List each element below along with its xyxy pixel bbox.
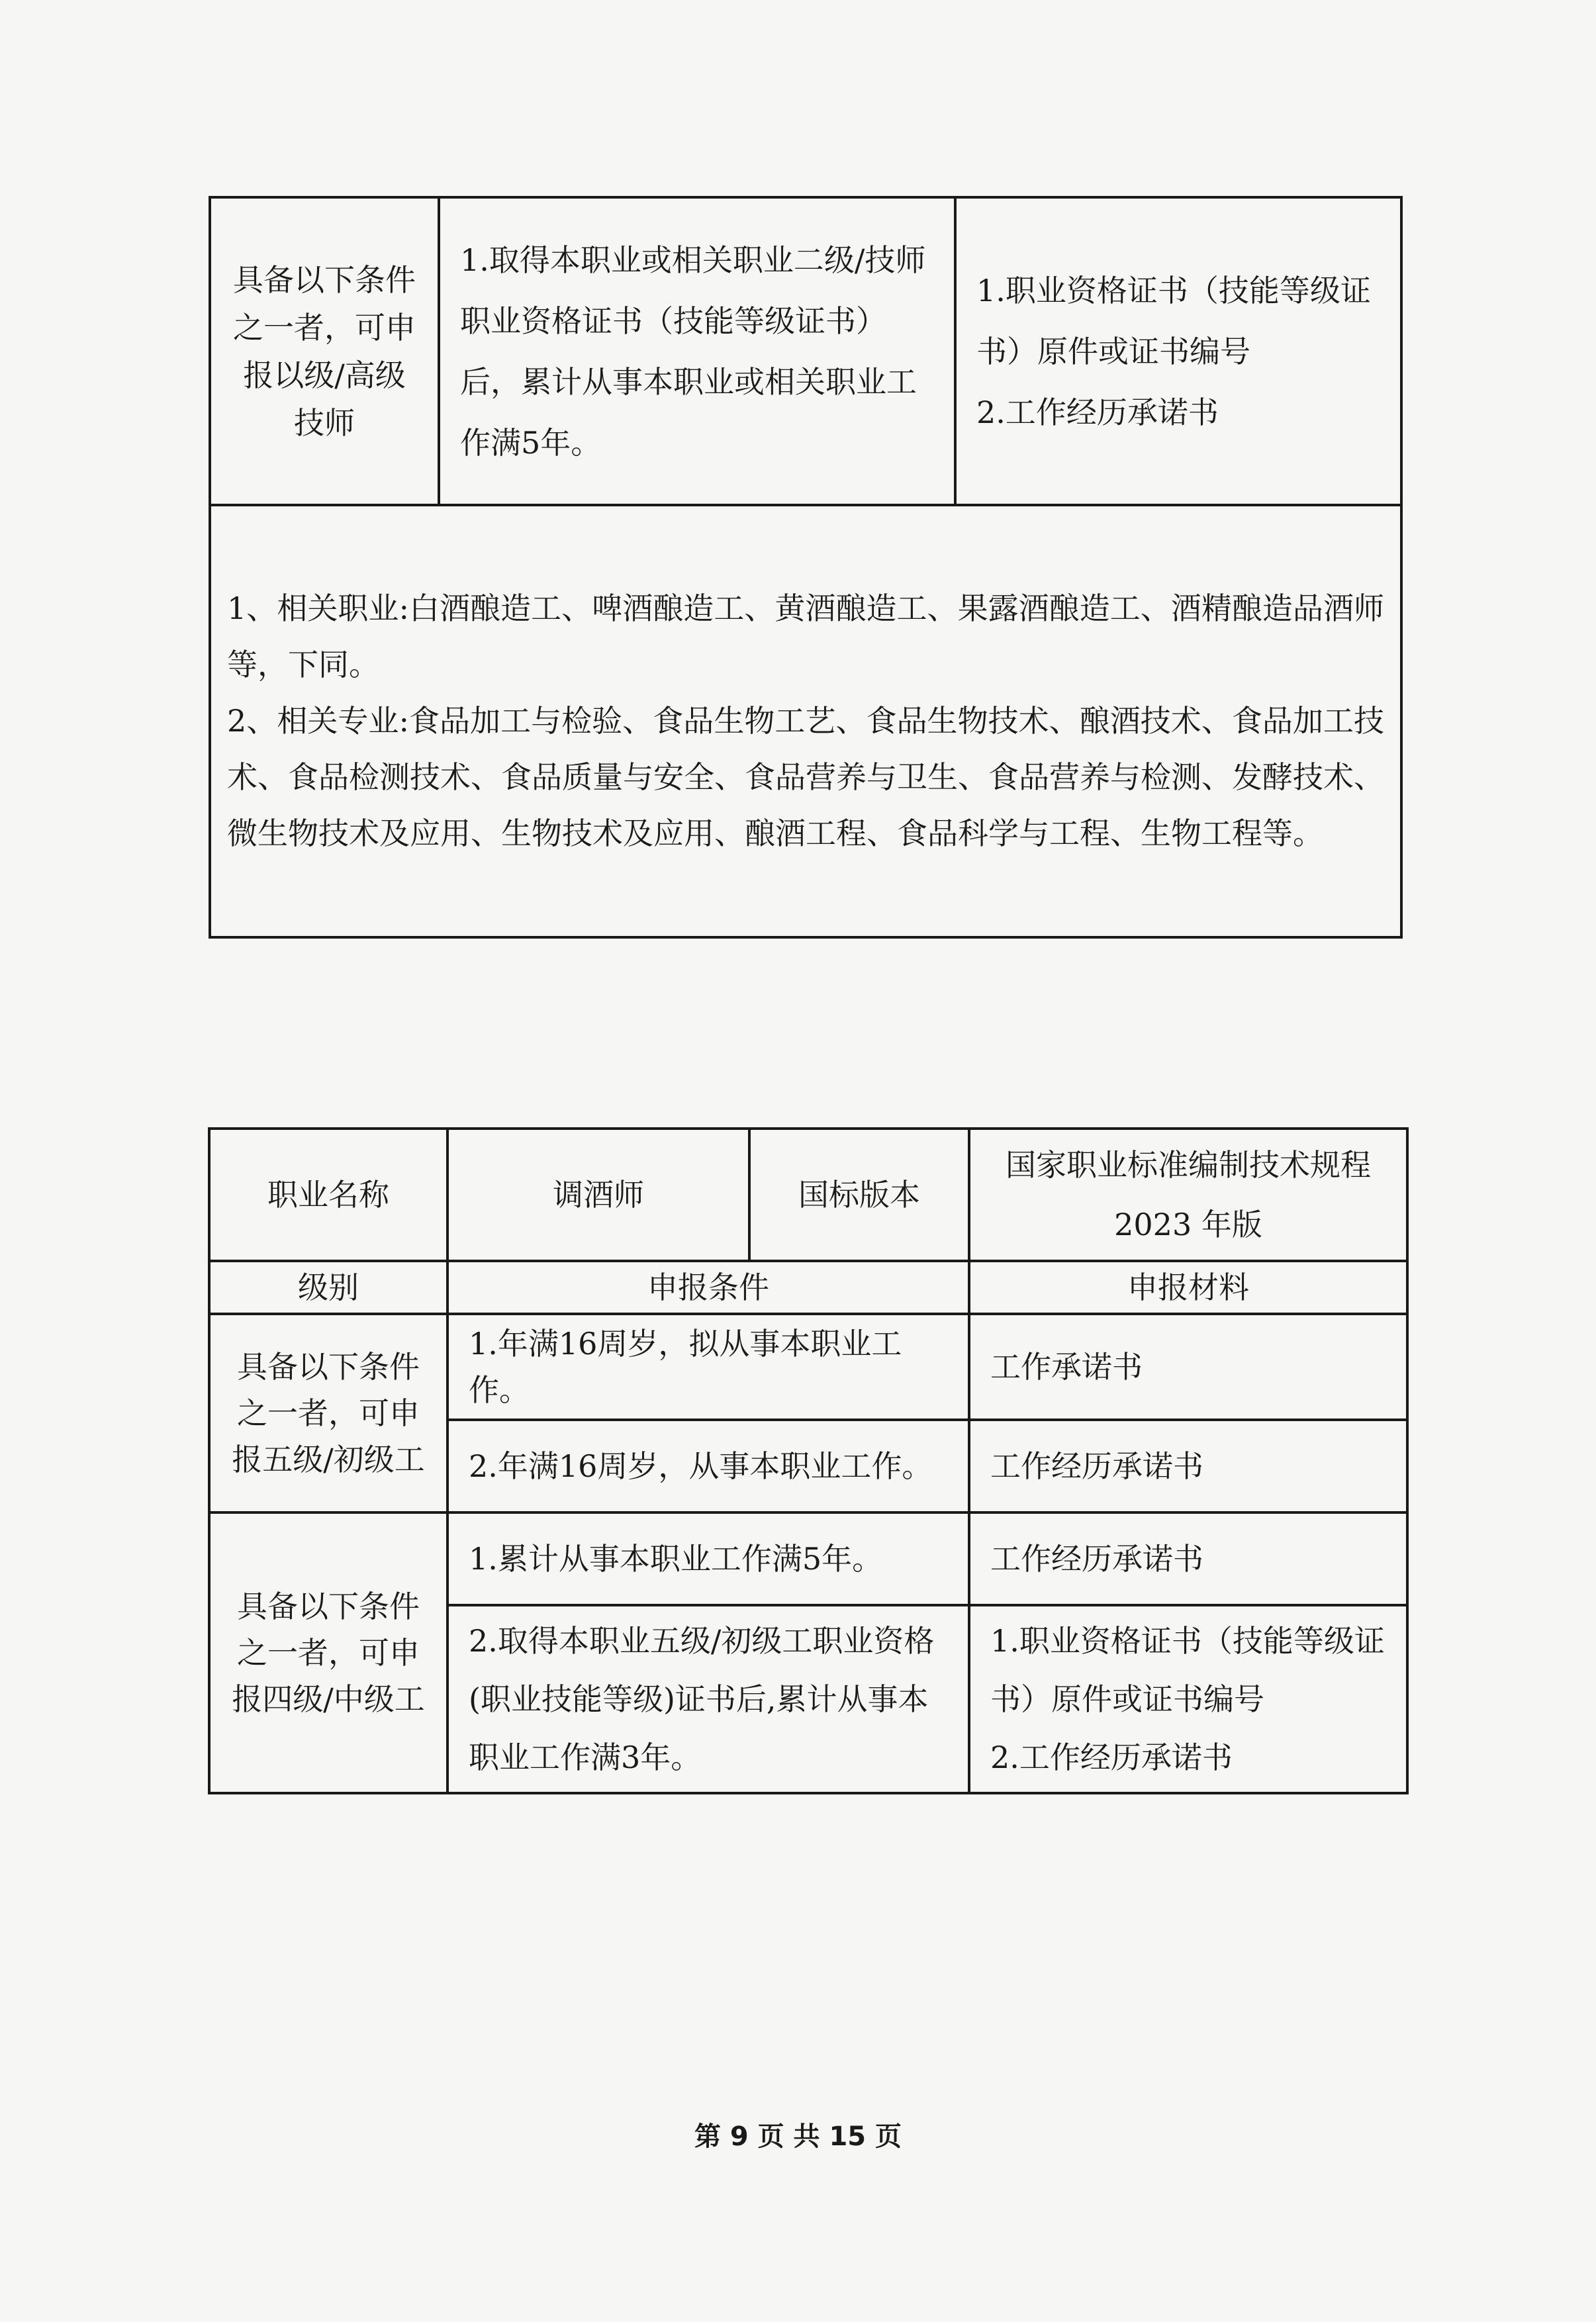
notes-row <box>210 505 1401 937</box>
material-item: 1.职业资格证书（技能等级证书）原件或证书编号 <box>990 1623 1385 1717</box>
edition-label: 国标版本 <box>749 1129 969 1261</box>
condition-cell: 2.年满16周岁，从事本职业工作。 <box>447 1420 969 1512</box>
table-row <box>209 1512 1407 1605</box>
qualification-table-continued <box>209 196 1403 939</box>
materials-cell: 工作经历承诺书 <box>969 1512 1407 1605</box>
condition-cell: 1.年满16周岁，拟从事本职业工作。 <box>447 1314 969 1420</box>
condition-cell: 1.取得本职业或相关职业二级/技师职业资格证书（技能等级证书）后，累计从事本职业或相关职业工作满5年。 <box>439 197 955 505</box>
occupation-label: 职业名称 <box>209 1129 447 1261</box>
column-header: 申报材料 <box>969 1261 1407 1314</box>
note-related-majors: 2、相关专业:食品加工与检验、食品生物工艺、食品生物技术、酿酒技术、食品加工技术、食品检测技术、食品质量与安全、食品营养与卫生、食品营养与检测、发酵技术、微生物技术及应用、生物技术及应用、酿酒工程、食品科学与工程、生物工程等。 <box>227 703 1384 851</box>
column-header-row <box>209 1261 1407 1314</box>
level-cell: 具备以下条件之一者，可申报四级/中级工 <box>209 1512 447 1793</box>
material-item: 2.工作经历承诺书 <box>990 1740 1233 1775</box>
level-cell: 具备以下条件之一者，可申报五级/初级工 <box>209 1314 447 1512</box>
page-number: 第 9 页 共 15 页 <box>694 2121 902 2152</box>
column-header: 申报条件 <box>447 1261 969 1314</box>
condition-cell: 2.取得本职业五级/初级工职业资格(职业技能等级)证书后,累计从事本职业工作满3年。 <box>447 1605 969 1793</box>
condition-cell: 1.累计从事本职业工作满5年。 <box>447 1512 969 1605</box>
level-cell: 具备以下条件之一者，可申报以级/高级技师 <box>210 197 439 505</box>
note-related-occupations: 1、相关职业:白酒酿造工、啤酒酿造工、黄酒酿造工、果露酒酿造工、酒精酿造品酒师等，下同。 <box>227 590 1384 682</box>
bartender-qualification-table <box>208 1127 1409 1794</box>
edition-value: 国家职业标准编制技术规程2023 年版 <box>969 1129 1407 1261</box>
materials-cell: 工作经历承诺书 <box>969 1420 1407 1512</box>
header-row <box>209 1129 1407 1261</box>
materials-cell: 工作承诺书 <box>969 1314 1407 1420</box>
materials-cell <box>955 197 1401 505</box>
materials-cell <box>969 1605 1407 1793</box>
occupation-value: 调酒师 <box>447 1129 749 1261</box>
table-row <box>210 197 1401 505</box>
material-item: 1.职业资格证书（技能等级证书）原件或证书编号 <box>976 272 1371 369</box>
notes-cell <box>210 505 1401 937</box>
column-header: 级别 <box>209 1261 447 1314</box>
material-item: 2.工作经历承诺书 <box>976 394 1219 430</box>
table-row <box>209 1314 1407 1420</box>
